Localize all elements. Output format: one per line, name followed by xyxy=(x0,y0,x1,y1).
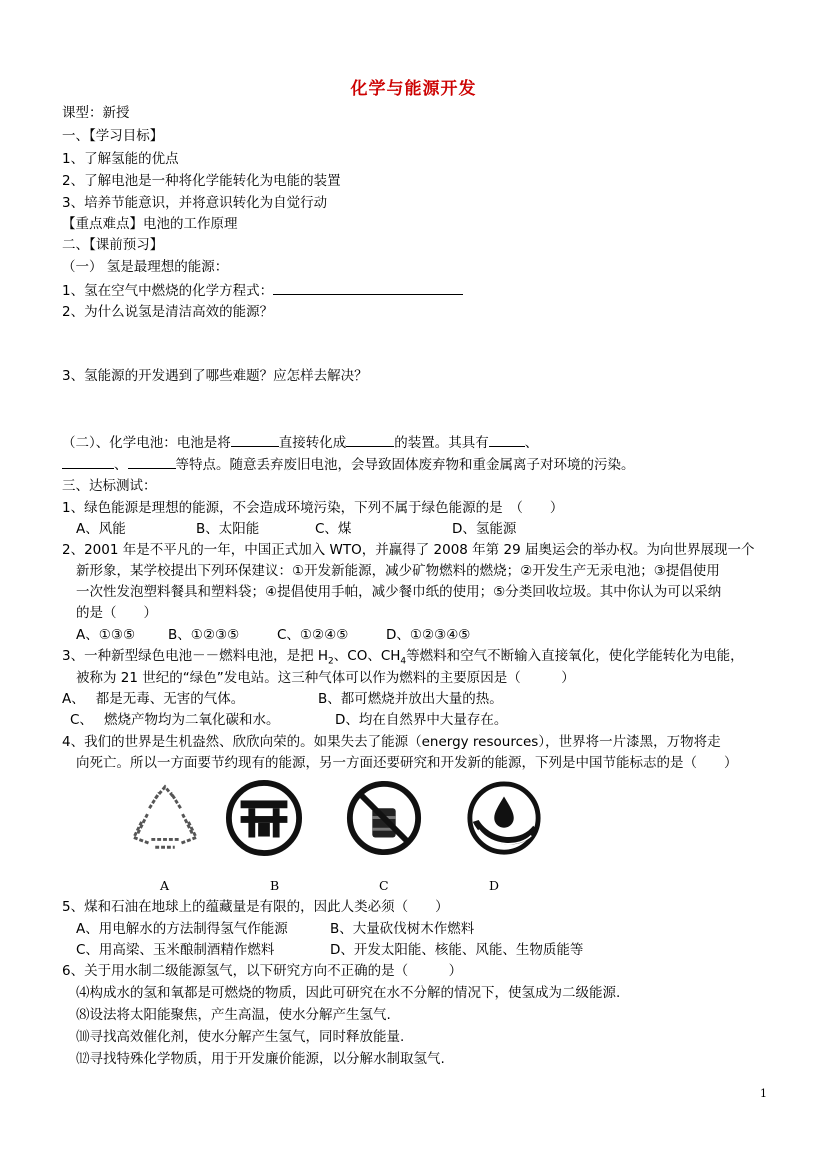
question-1 xyxy=(62,280,463,301)
goal-item: 2、了解电池是一种将化学能转化为电能的装置 xyxy=(62,173,341,189)
text-part: （二）、化学电池：电池是将 xyxy=(62,435,231,451)
option[interactable]: ⑽寻找高效催化剂，使水分解产生氢气，同时释放能量. xyxy=(76,1029,405,1045)
option[interactable]: A、用电解水的方法制得氢气作能源 xyxy=(76,921,288,937)
option[interactable]: ⑿寻找特殊化学物质，用于开发廉价能源，以分解水制取氢气. xyxy=(76,1051,445,1067)
goal-item: 1、了解氢能的优点 xyxy=(62,151,179,167)
answer-blank[interactable] xyxy=(231,432,279,447)
option[interactable]: C、用高梁、玉米酿制酒精作燃料 xyxy=(76,942,275,958)
option[interactable]: B、都可燃烧并放出大量的热。 xyxy=(318,691,503,707)
logo-label-d: D xyxy=(489,878,500,893)
text-part: 3、一种新型绿色电池－－燃料电池，是把 H xyxy=(62,648,329,664)
answer-blank[interactable] xyxy=(346,432,394,447)
no-barrel-icon[interactable] xyxy=(345,778,423,858)
subscript: 2 xyxy=(328,656,334,667)
subsection-hydrogen: （一） 氢是最理想的能源： xyxy=(62,259,229,275)
battery-line-2 xyxy=(62,454,635,475)
option[interactable]: A、①③⑤ xyxy=(76,627,136,643)
question-text: 1、氢在空气中燃烧的化学方程式： xyxy=(62,283,274,299)
option[interactable]: D、开发太阳能、核能、风能、生物质能等 xyxy=(330,942,584,958)
test-question-4-line: 向死亡。所以一方面要节约现有的能源，另一方面还要研究和开发新的能源，下列是中国节能标志的是（ ） xyxy=(76,755,738,771)
goal-item: 3、培养节能意识，并将意识转化为自觉行动 xyxy=(62,195,328,211)
test-question-2-line: 2、2001 年是不平凡的一年，中国正式加入 WTO，并赢得了 2008 年第 29 届奥运会的举办权。为向世界展现一个 xyxy=(62,542,755,558)
test-question-2-line: 新形象，某学校提出下列环保建议：①开发新能源，减少矿物燃料的燃烧；②开发生产无汞电池；③提倡使用 xyxy=(76,563,720,579)
test-question-2-line: 的是（ ） xyxy=(76,605,157,621)
answer-blank[interactable] xyxy=(128,454,176,469)
option[interactable]: D、氢能源 xyxy=(452,521,517,537)
question-2: 2、为什么说氢是清洁高效的能源？ xyxy=(62,304,274,320)
text-part: 直接转化成 xyxy=(278,435,347,451)
course-type: 课型：新授 xyxy=(62,105,130,121)
option[interactable]: C、 燃烧产物均为二氧化碳和水。 xyxy=(70,712,280,728)
page-title: 化学与能源开发 xyxy=(350,79,477,99)
option[interactable]: C、煤 xyxy=(315,521,352,537)
option[interactable]: ⑻设法将太阳能聚焦，产生高温，使水分解产生氢气. xyxy=(76,1007,391,1023)
logo-label-c: C xyxy=(379,878,389,893)
text-part: 等特点。随意丢弃废旧电池，会导致固体废弃物和重金属离子对环境的污染。 xyxy=(175,457,635,473)
text-part: 的装置。其具有 xyxy=(394,435,489,451)
option[interactable]: B、太阳能 xyxy=(196,521,260,537)
page-number: 1 xyxy=(760,1087,767,1100)
test-question-5: 5、煤和石油在地球上的蕴藏量是有限的，因此人类必须（ ） xyxy=(62,899,449,915)
option[interactable]: B、①②③⑤ xyxy=(168,627,240,643)
recycle-icon[interactable] xyxy=(126,778,204,858)
option[interactable]: C、①②④⑤ xyxy=(277,627,349,643)
water-drop-icon[interactable] xyxy=(465,778,543,858)
battery-line-1 xyxy=(62,432,538,453)
section-2-heading: 二、【课前预习】 xyxy=(62,237,164,253)
text-part: 、 xyxy=(114,457,128,473)
key-point: 【重点难点】电池的工作原理 xyxy=(62,216,238,232)
subscript: 4 xyxy=(400,656,407,667)
option[interactable]: A、 都是无毒、无害的气体。 xyxy=(62,691,245,707)
test-question-2-line: 一次性发泡塑料餐具和塑料袋；④提倡使用手帕，减少餐巾纸的使用；⑤分类回收垃圾。其中你认为可以采纳 xyxy=(76,584,722,600)
answer-blank[interactable] xyxy=(62,454,114,469)
option[interactable]: B、大量砍伐树木作燃料 xyxy=(330,921,475,937)
section-1-heading: 一、【学习目标】 xyxy=(62,128,164,144)
energy-saving-logo-icon[interactable] xyxy=(225,778,303,858)
test-question-4-line: 4、我们的世界是生机盎然、欣欣向荣的。如果失去了能源（energy resources），世界将一片漆黑，万物将走 xyxy=(62,734,721,750)
question-3: 3、氢能源的开发遇到了哪些难题？应怎样去解决？ xyxy=(62,368,368,384)
section-3-heading: 三、达标测试： xyxy=(62,478,157,494)
answer-blank[interactable] xyxy=(273,280,463,295)
test-question-1: 1、绿色能源是理想的能源，不会造成环境污染，下列不属于绿色能源的是 （ ） xyxy=(62,500,564,516)
option[interactable]: A、风能 xyxy=(76,521,126,537)
answer-blank[interactable] xyxy=(489,432,525,447)
option[interactable]: D、①②③④⑤ xyxy=(386,627,471,643)
test-question-3-line: 被称为 21 世纪的“绿色”发电站。这三种气体可以作为燃料的主要原因是（ ） xyxy=(76,670,575,686)
logo-label-a: A xyxy=(160,878,170,893)
option[interactable]: D、均在自然界中大量存在。 xyxy=(335,712,508,728)
test-question-6: 6、关于用水制二级能源氢气，以下研究方向不正确的是（ ） xyxy=(62,963,463,979)
option[interactable]: ⑷构成水的氢和氧都是可燃烧的物质，因此可研究在水不分解的情况下，使氢成为二级能源. xyxy=(76,985,621,1001)
text-part: 、 xyxy=(524,435,539,451)
text-part: 、CO、CH xyxy=(333,648,401,664)
logo-label-b: B xyxy=(270,878,280,893)
text-part: 等燃料和空气不断输入直接氧化，使化学能转化为电能， xyxy=(406,648,744,664)
